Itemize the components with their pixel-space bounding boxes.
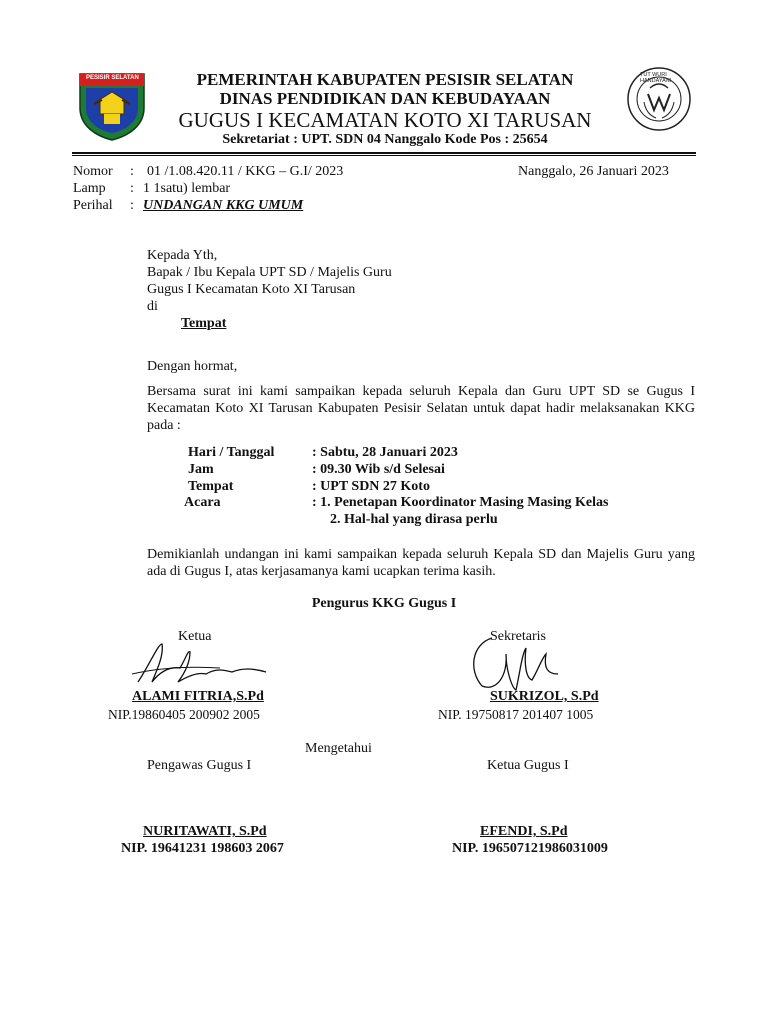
body-paragraph-2: Demikianlah undangan ini kami sampaikan kepada seluruh Kepala SD dan Majelis Guru yang ada di Gugus I, atas kerjasamanya kami ucapkan terima kasih. bbox=[147, 547, 695, 579]
sekretaris-signature bbox=[462, 630, 572, 696]
letterhead-rule-thin bbox=[72, 155, 696, 156]
ketua-name: ALAMI FITRIA,S.Pd bbox=[132, 689, 264, 704]
letterhead-rule bbox=[72, 152, 696, 154]
ketua-title: Ketua bbox=[178, 629, 212, 644]
sekretaris-name: SUKRIZOL, S.Pd bbox=[490, 689, 599, 704]
letterhead-cluster: GUGUS I KECAMATAN KOTO XI TARUSAN bbox=[178, 108, 592, 132]
letterhead-government: PEMERINTAH KABUPATEN PESISIR SELATAN bbox=[196, 70, 574, 89]
body-paragraph-1: Bersama surat ini kami sampaikan kepada seluruh Kepala dan Guru UPT SD se Gugus I Kecamatan Koto XI Tarusan Kabupaten Pesisir Selatan untuk dapat hadir melaksanakan KKG pada : bbox=[147, 384, 695, 433]
detail-hari-label: Hari / Tanggal bbox=[188, 445, 275, 460]
committee-title: Pengurus KKG Gugus I bbox=[311, 596, 457, 611]
ketua-nip: NIP.19860405 200902 2005 bbox=[108, 707, 260, 722]
ketua-gugus-name: EFENDI, S.Pd bbox=[480, 824, 568, 839]
regency-logo-text: PESISIR SELATAN bbox=[86, 75, 139, 81]
detail-tempat-label: Tempat bbox=[188, 479, 234, 494]
detail-jam-value: : 09.30 Wib s/d Selesai bbox=[312, 462, 445, 477]
nomor-label: Nomor bbox=[73, 164, 113, 179]
mengetahui: Mengetahui bbox=[305, 741, 372, 756]
letterhead-secretariat: Sekretariat : UPT. SDN 04 Nanggalo Kode Pos : 25654 bbox=[222, 132, 548, 147]
ketua-gugus-nip: NIP. 196507121986031009 bbox=[452, 841, 608, 856]
ketua-gugus-title: Ketua Gugus I bbox=[487, 758, 569, 773]
ketua-signature bbox=[128, 638, 273, 692]
detail-acara-item-2: 2. Hal-hal yang dirasa perlu bbox=[330, 512, 498, 527]
perihal-label: Perihal bbox=[73, 198, 113, 213]
tut-wuri-handayani-logo bbox=[626, 66, 692, 132]
letterhead-department: DINAS PENDIDIKAN DAN KEBUDAYAAN bbox=[219, 89, 551, 108]
lamp-value: 1 1satu) lembar bbox=[143, 181, 231, 196]
tut-wuri-handayani-text: TUT WURI HANDAYANI bbox=[640, 72, 672, 84]
pengawas-title: Pengawas Gugus I bbox=[147, 758, 252, 773]
pengawas-name: NURITAWATI, S.Pd bbox=[143, 824, 267, 839]
detail-acara-item-1: : 1. Penetapan Koordinator Masing Masing Kelas bbox=[312, 495, 609, 510]
address-line-1: Kepada Yth, bbox=[147, 248, 218, 263]
sekretaris-nip: NIP. 19750817 201407 1005 bbox=[438, 707, 594, 722]
perihal-colon: : bbox=[130, 198, 134, 213]
nomor-colon: : bbox=[130, 164, 134, 179]
place-date: Nanggalo, 26 Januari 2023 bbox=[518, 164, 669, 179]
detail-jam-label: Jam bbox=[188, 462, 214, 477]
nomor-value: 01 /1.08.420.11 / KKG – G.I/ 2023 bbox=[147, 164, 344, 179]
detail-hari-value: : Sabtu, 28 Januari 2023 bbox=[312, 445, 458, 460]
pengawas-nip: NIP. 19641231 198603 2067 bbox=[121, 841, 284, 856]
detail-acara-label: Acara bbox=[184, 495, 221, 510]
address-line-2: Bapak / Ibu Kepala UPT SD / Majelis Guru bbox=[147, 265, 392, 280]
lamp-colon: : bbox=[130, 181, 134, 196]
regency-logo bbox=[76, 70, 148, 142]
address-tempat: Tempat bbox=[181, 316, 227, 331]
perihal-value: UNDANGAN KKG UMUM bbox=[143, 198, 304, 213]
detail-tempat-value: : UPT SDN 27 Koto bbox=[312, 479, 430, 494]
greeting: Dengan hormat, bbox=[147, 359, 238, 374]
address-line-4: di bbox=[147, 299, 158, 314]
address-line-3: Gugus I Kecamatan Koto XI Tarusan bbox=[147, 282, 356, 297]
lamp-label: Lamp bbox=[73, 181, 106, 196]
sekretaris-title: Sekretaris bbox=[490, 629, 546, 644]
